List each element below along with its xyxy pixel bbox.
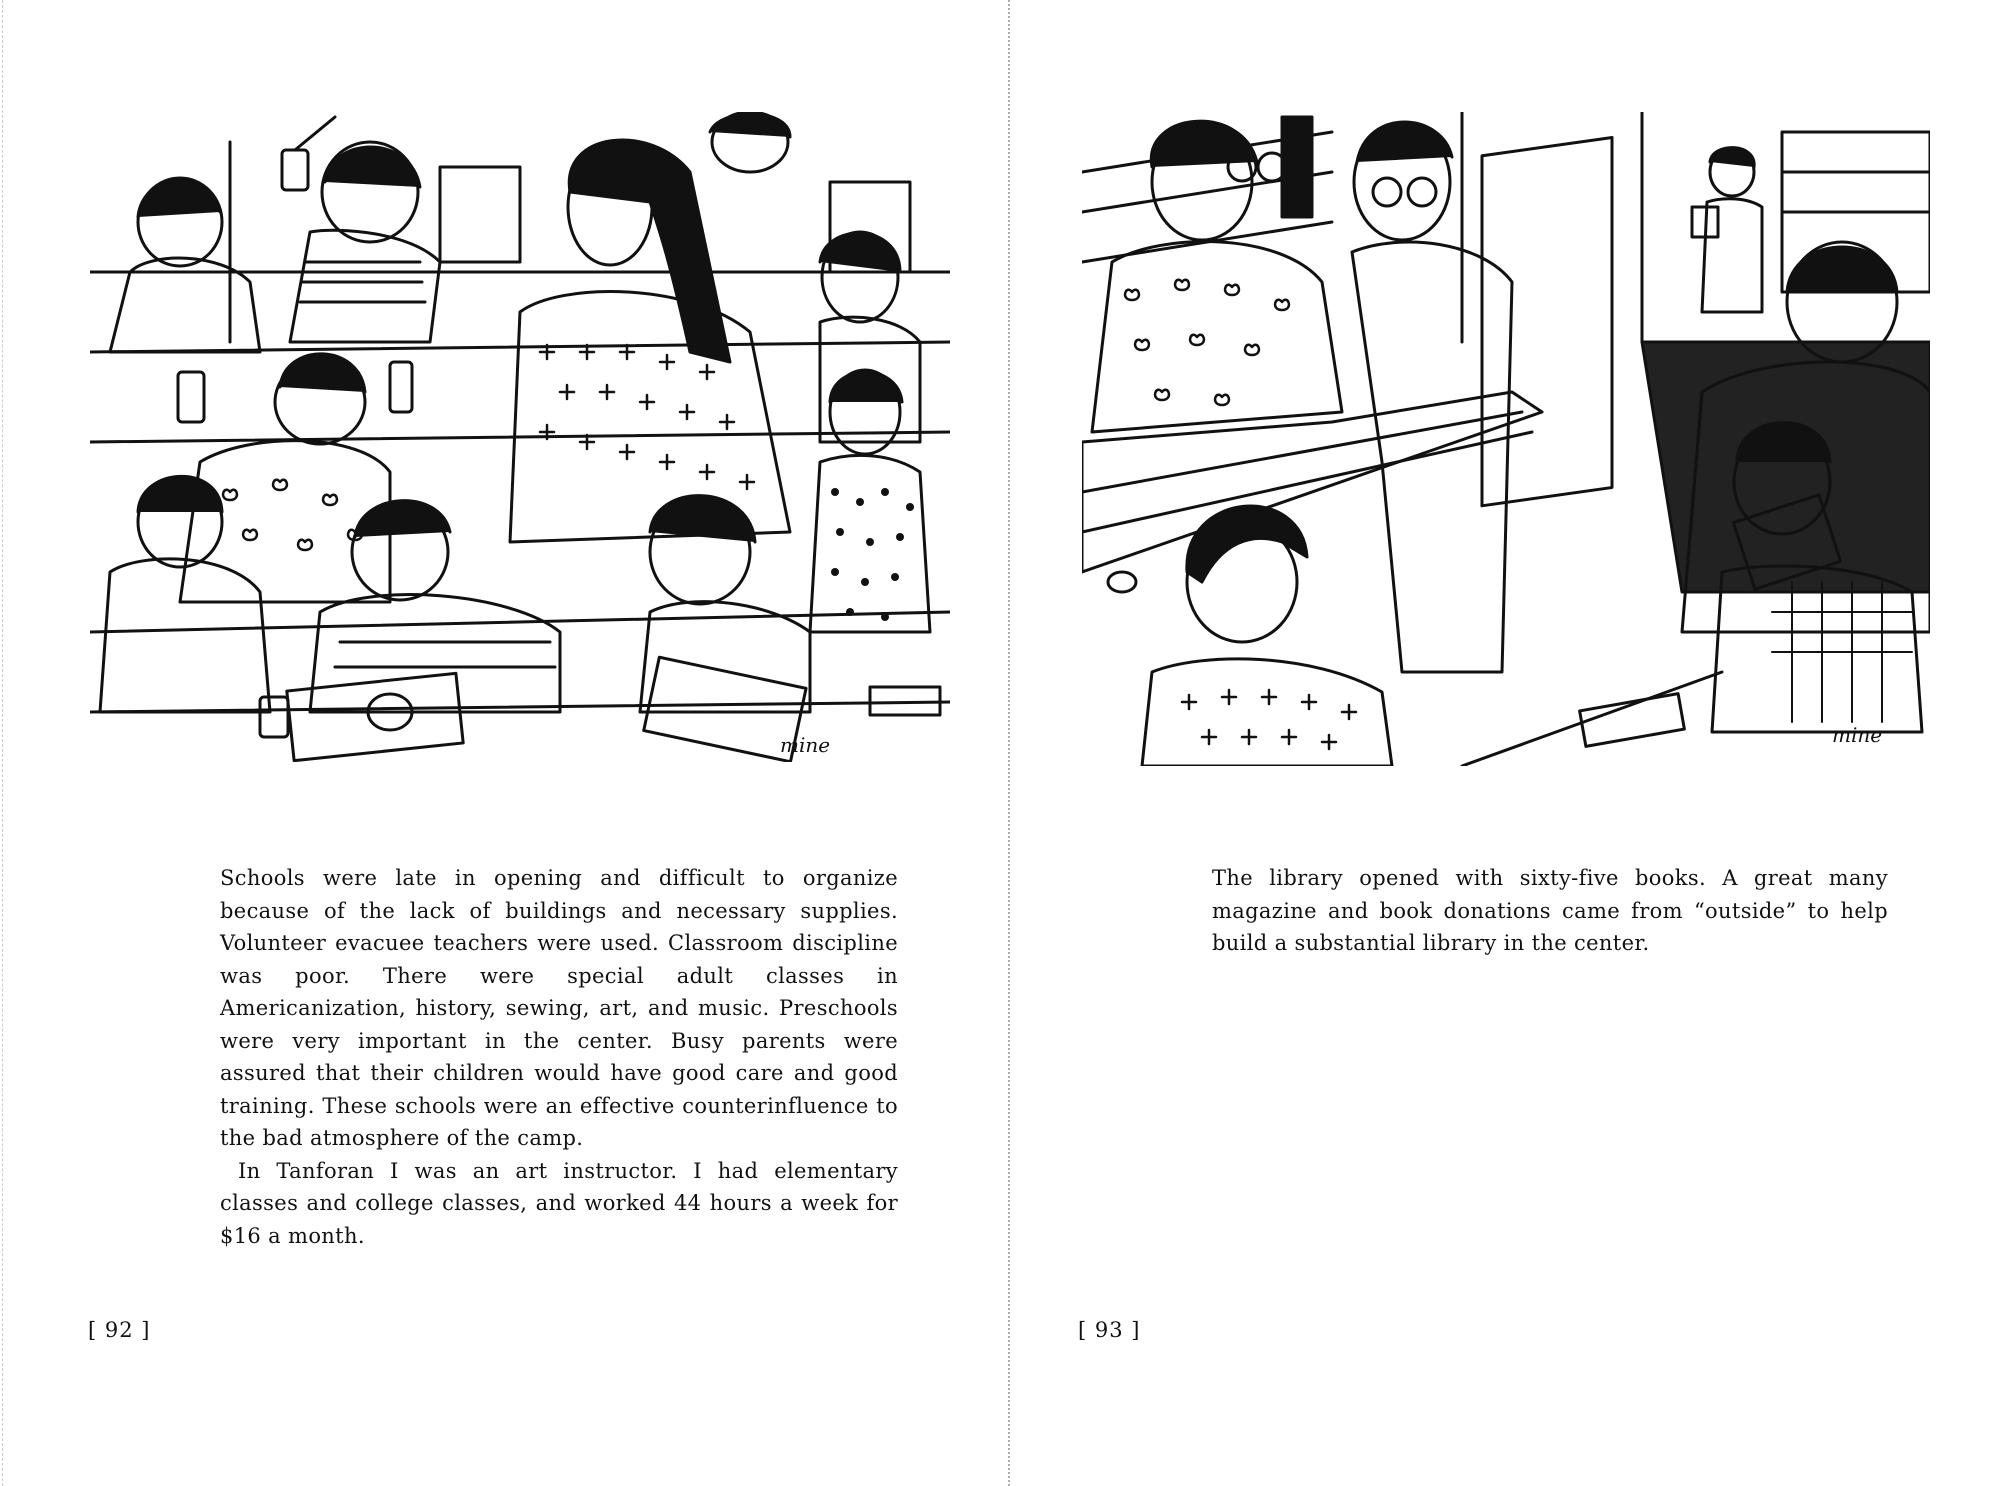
page-number: [ 92 ]	[88, 1318, 151, 1342]
page-number: [ 93 ]	[1078, 1318, 1141, 1342]
paragraph: The library opened with sixty-five books. A great many magazine and book donations came from “outside” to help build a substantial library in the center.	[1212, 866, 1888, 955]
classroom-illustration	[90, 112, 950, 762]
library-illustration	[1082, 112, 1930, 766]
right-page-text	[1212, 862, 1888, 960]
paragraph: Schools were late in opening and difficult to organize because of the lack of buildings and necessary supplies. Volunteer evacuee teachers were used. Classroom discipline was poor. There were special adult classes in Americanization, history, sewing, art, and music. Preschools were very important in the center. Busy parents were assured that their children would have good care and good training. These schools were an effective counterinfluence to the bad atmosphere of the camp.	[220, 866, 898, 1150]
artist-signature: mine	[780, 733, 831, 757]
left-page-text	[220, 862, 898, 1252]
right-page	[1008, 0, 2000, 1486]
paragraph: In Tanforan I was an art instructor. I had elementary classes and college classes, and worked 44 hours a week for $16 a month.	[220, 1158, 898, 1248]
artist-signature: mine	[1832, 723, 1883, 747]
